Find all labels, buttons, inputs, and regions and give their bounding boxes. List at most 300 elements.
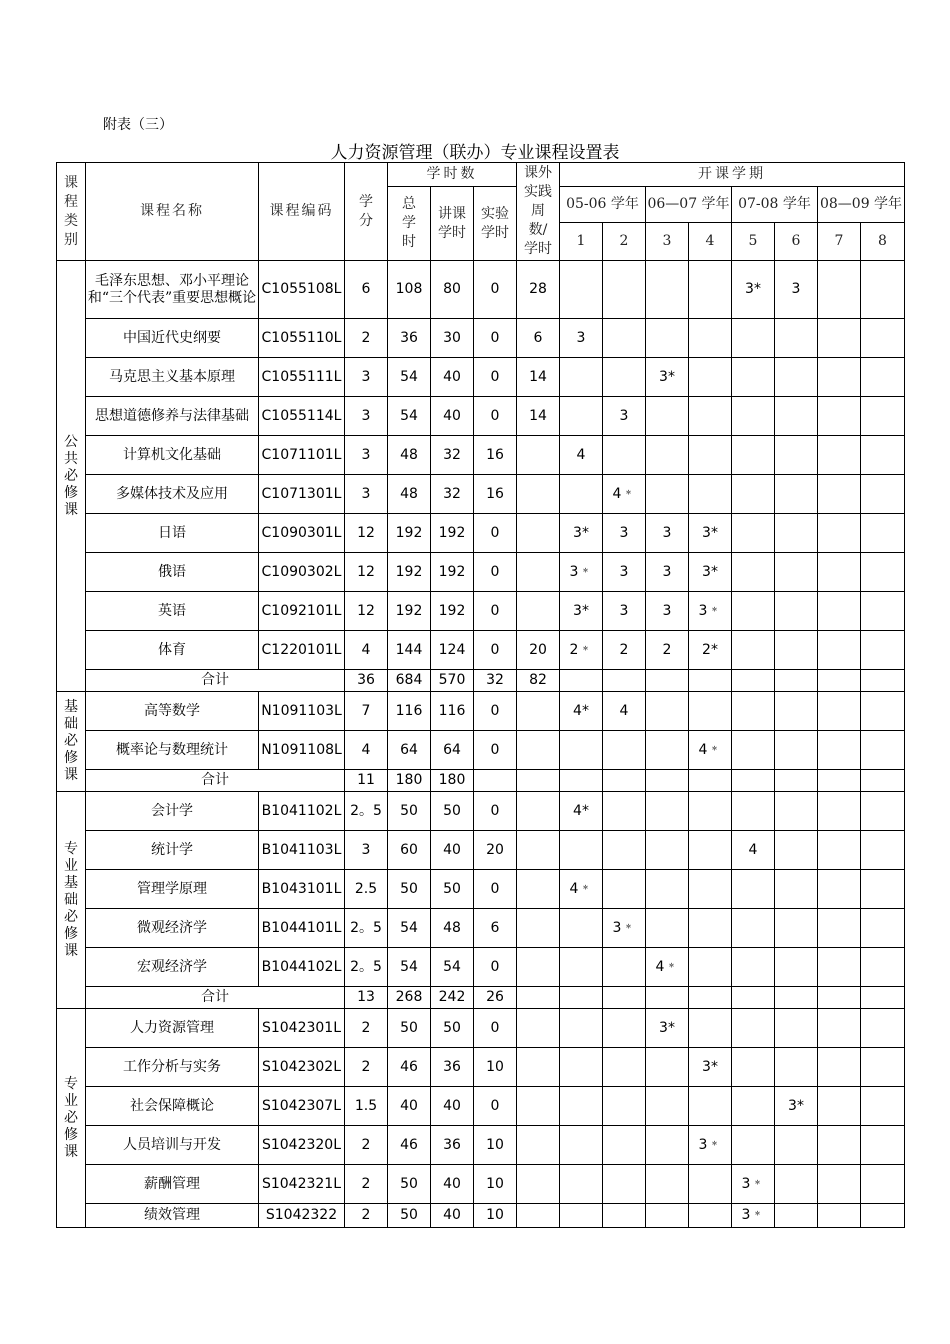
table-row xyxy=(57,1204,905,1228)
lab-hours-cell: 0 xyxy=(474,792,517,831)
lecture-hours-cell: 30 xyxy=(431,319,474,358)
semester-2-cell xyxy=(603,870,646,909)
subtotal-practice xyxy=(517,987,560,1009)
header-semester-8: 8 xyxy=(861,223,905,261)
subtotal-semester-cell xyxy=(603,987,646,1009)
total-hours-cell: 54 xyxy=(388,909,431,948)
total-hours-cell: 60 xyxy=(388,831,431,870)
credits-cell: 3 xyxy=(345,831,388,870)
header-year-4: 08—09 学年 xyxy=(818,187,905,223)
practice-cell xyxy=(517,553,560,592)
header-semester-3: 3 xyxy=(646,223,689,261)
lecture-hours-cell: 116 xyxy=(431,692,474,731)
subtotal-semester-cell xyxy=(861,770,905,792)
course-name-cell: 管理学原理 xyxy=(86,870,259,909)
table-row xyxy=(57,1087,905,1126)
course-name-cell: 多媒体技术及应用 xyxy=(86,475,259,514)
semester-3-cell: 4﹡ xyxy=(646,948,689,987)
lecture-hours-cell: 48 xyxy=(431,909,474,948)
semester-2-cell: 3 xyxy=(603,592,646,631)
header-year-1: 05-06 学年 xyxy=(560,187,646,223)
semester-4-cell xyxy=(689,1204,732,1228)
semester-2-cell: 3﹡ xyxy=(603,909,646,948)
total-hours-cell: 144 xyxy=(388,631,431,670)
semester-5-cell xyxy=(732,870,775,909)
practice-cell xyxy=(517,1009,560,1048)
subtotal-practice xyxy=(517,770,560,792)
semester-8-cell xyxy=(861,397,905,436)
semester-7-cell xyxy=(818,909,861,948)
practice-cell: 14 xyxy=(517,358,560,397)
semester-1-cell xyxy=(560,1165,603,1204)
semester-8-cell xyxy=(861,1087,905,1126)
lab-hours-cell: 16 xyxy=(474,475,517,514)
semester-3-cell xyxy=(646,1165,689,1204)
semester-6-cell xyxy=(775,358,818,397)
course-code-cell: C1220101L xyxy=(259,631,345,670)
credits-cell: 3 xyxy=(345,475,388,514)
course-name-cell: 高等数学 xyxy=(86,692,259,731)
appendix-label: 附表（三） xyxy=(103,117,173,133)
semester-6-cell xyxy=(775,1126,818,1165)
lab-hours-cell: 0 xyxy=(474,692,517,731)
semester-8-cell xyxy=(861,948,905,987)
practice-cell: 20 xyxy=(517,631,560,670)
semester-8-cell xyxy=(861,870,905,909)
semester-7-cell xyxy=(818,1204,861,1228)
subtotal-semester-cell xyxy=(818,670,861,692)
course-code-cell: B1041103L xyxy=(259,831,345,870)
semester-5-cell: 3﹡ xyxy=(732,1204,775,1228)
semester-8-cell xyxy=(861,909,905,948)
semester-6-cell xyxy=(775,692,818,731)
practice-cell xyxy=(517,1204,560,1228)
header-semester-group: 开课学期 xyxy=(560,163,905,187)
semester-3-cell xyxy=(646,397,689,436)
semester-2-cell xyxy=(603,731,646,770)
header-total-hours: 总学时 xyxy=(388,187,431,261)
subtotal-semester-cell xyxy=(603,670,646,692)
course-code-cell: C1055111L xyxy=(259,358,345,397)
semester-8-cell xyxy=(861,475,905,514)
subtotal-semester-cell xyxy=(646,670,689,692)
table-row xyxy=(57,514,905,553)
course-name-cell: 工作分析与实务 xyxy=(86,1048,259,1087)
course-code-cell: B1041102L xyxy=(259,792,345,831)
semester-1-cell xyxy=(560,1048,603,1087)
course-code-cell: C1071101L xyxy=(259,436,345,475)
lecture-hours-cell: 54 xyxy=(431,948,474,987)
subtotal-semester-cell xyxy=(861,670,905,692)
course-code-cell: B1044101L xyxy=(259,909,345,948)
course-name-cell: 思想道德修养与法律基础 xyxy=(86,397,259,436)
credits-cell: 4 xyxy=(345,631,388,670)
header-course-name: 课程名称 xyxy=(86,163,259,261)
semester-8-cell xyxy=(861,692,905,731)
lab-hours-cell: 0 xyxy=(474,261,517,319)
semester-6-cell xyxy=(775,475,818,514)
course-code-cell: N1091108L xyxy=(259,731,345,770)
semester-6-cell xyxy=(775,731,818,770)
semester-3-cell: 3 xyxy=(646,592,689,631)
semester-6-cell xyxy=(775,631,818,670)
semester-3-cell xyxy=(646,1204,689,1228)
lab-hours-cell: 10 xyxy=(474,1204,517,1228)
semester-8-cell xyxy=(861,1048,905,1087)
semester-2-cell xyxy=(603,1204,646,1228)
semester-4-cell xyxy=(689,692,732,731)
credits-cell: 2 xyxy=(345,319,388,358)
semester-7-cell xyxy=(818,319,861,358)
semester-3-cell xyxy=(646,319,689,358)
subtotal-semester-cell xyxy=(732,670,775,692)
semester-6-cell xyxy=(775,1165,818,1204)
semester-4-cell xyxy=(689,397,732,436)
semester-2-cell: 3 xyxy=(603,553,646,592)
semester-3-cell xyxy=(646,1048,689,1087)
header-course-code: 课程编码 xyxy=(259,163,345,261)
semester-2-cell xyxy=(603,792,646,831)
table-row xyxy=(57,692,905,731)
lab-hours-cell: 0 xyxy=(474,592,517,631)
subtotal-practice: 82 xyxy=(517,670,560,692)
semester-8-cell xyxy=(861,514,905,553)
subtotal-semester-cell xyxy=(775,987,818,1009)
lab-hours-cell: 16 xyxy=(474,436,517,475)
semester-1-cell: 3* xyxy=(560,514,603,553)
course-name-cell: 绩效管理 xyxy=(86,1204,259,1228)
semester-2-cell xyxy=(603,436,646,475)
course-name-cell: 计算机文化基础 xyxy=(86,436,259,475)
semester-8-cell xyxy=(861,261,905,319)
practice-cell xyxy=(517,909,560,948)
practice-cell xyxy=(517,731,560,770)
semester-3-cell: 3 xyxy=(646,514,689,553)
semester-8-cell xyxy=(861,1009,905,1048)
lab-hours-cell: 10 xyxy=(474,1165,517,1204)
header-semester-1: 1 xyxy=(560,223,603,261)
course-schedule-table xyxy=(56,162,905,1228)
table-row xyxy=(57,1165,905,1204)
subtotal-lab-hours: 32 xyxy=(474,670,517,692)
semester-8-cell xyxy=(861,1204,905,1228)
semester-4-cell xyxy=(689,319,732,358)
practice-cell: 14 xyxy=(517,397,560,436)
semester-6-cell xyxy=(775,909,818,948)
header-semester-6: 6 xyxy=(775,223,818,261)
table-row xyxy=(57,731,905,770)
semester-8-cell xyxy=(861,831,905,870)
semester-3-cell: 3* xyxy=(646,1009,689,1048)
semester-1-cell xyxy=(560,948,603,987)
course-name-cell: 薪酬管理 xyxy=(86,1165,259,1204)
semester-8-cell xyxy=(861,553,905,592)
semester-4-cell xyxy=(689,1009,732,1048)
subtotal-semester-cell xyxy=(560,670,603,692)
table-row xyxy=(57,948,905,987)
semester-5-cell xyxy=(732,592,775,631)
semester-4-cell: 3﹡ xyxy=(689,592,732,631)
semester-1-cell xyxy=(560,1009,603,1048)
semester-4-cell: 3* xyxy=(689,553,732,592)
semester-2-cell xyxy=(603,1165,646,1204)
lab-hours-cell: 0 xyxy=(474,397,517,436)
header-year-2: 06—07 学年 xyxy=(646,187,732,223)
subtotal-semester-cell xyxy=(861,987,905,1009)
semester-3-cell xyxy=(646,436,689,475)
course-name-cell: 概率论与数理统计 xyxy=(86,731,259,770)
credits-cell: 2。5 xyxy=(345,792,388,831)
semester-7-cell xyxy=(818,436,861,475)
semester-2-cell xyxy=(603,261,646,319)
semester-1-cell xyxy=(560,1126,603,1165)
credits-cell: 3 xyxy=(345,358,388,397)
subtotal-lecture-hours: 570 xyxy=(431,670,474,692)
lab-hours-cell: 0 xyxy=(474,514,517,553)
semester-7-cell xyxy=(818,358,861,397)
semester-4-cell xyxy=(689,870,732,909)
semester-6-cell xyxy=(775,436,818,475)
semester-8-cell xyxy=(861,358,905,397)
subtotal-semester-cell xyxy=(646,987,689,1009)
semester-6-cell: 3 xyxy=(775,261,818,319)
subtotal-total-hours: 180 xyxy=(388,770,431,792)
semester-7-cell xyxy=(818,514,861,553)
header-lecture-hours: 讲课学时 xyxy=(431,187,474,261)
credits-cell: 2 xyxy=(345,1009,388,1048)
total-hours-cell: 50 xyxy=(388,870,431,909)
semester-5-cell xyxy=(732,1048,775,1087)
subtotal-credits: 36 xyxy=(345,670,388,692)
subtotal-lecture-hours: 242 xyxy=(431,987,474,1009)
page-title: 人力资源管理（联办）专业课程设置表 xyxy=(330,143,620,163)
semester-8-cell xyxy=(861,592,905,631)
semester-2-cell xyxy=(603,948,646,987)
semester-1-cell xyxy=(560,261,603,319)
table-row xyxy=(57,831,905,870)
semester-4-cell xyxy=(689,436,732,475)
course-name-cell: 毛泽东思想、邓小平理论和“三个代表”重要思想概论 xyxy=(86,261,259,319)
practice-cell xyxy=(517,436,560,475)
subtotal-credits: 13 xyxy=(345,987,388,1009)
header-credits: 学分 xyxy=(345,163,388,261)
credits-cell: 3 xyxy=(345,436,388,475)
course-code-cell: C1092101L xyxy=(259,592,345,631)
total-hours-cell: 40 xyxy=(388,1087,431,1126)
semester-8-cell xyxy=(861,731,905,770)
total-hours-cell: 192 xyxy=(388,553,431,592)
semester-5-cell xyxy=(732,1126,775,1165)
table-row xyxy=(57,631,905,670)
lab-hours-cell: 0 xyxy=(474,358,517,397)
total-hours-cell: 50 xyxy=(388,1204,431,1228)
semester-3-cell xyxy=(646,909,689,948)
semester-7-cell xyxy=(818,1009,861,1048)
credits-cell: 2 xyxy=(345,1048,388,1087)
credits-cell: 6 xyxy=(345,261,388,319)
header-hours-group: 学时数 xyxy=(388,163,517,187)
semester-7-cell xyxy=(818,1087,861,1126)
semester-8-cell xyxy=(861,1165,905,1204)
practice-cell xyxy=(517,948,560,987)
subtotal-label: 合计 xyxy=(86,987,345,1009)
semester-5-cell xyxy=(732,731,775,770)
lecture-hours-cell: 32 xyxy=(431,475,474,514)
semester-6-cell xyxy=(775,319,818,358)
semester-3-cell: 2 xyxy=(646,631,689,670)
lecture-hours-cell: 192 xyxy=(431,514,474,553)
course-name-cell: 会计学 xyxy=(86,792,259,831)
semester-7-cell xyxy=(818,1126,861,1165)
semester-4-cell: 3* xyxy=(689,1048,732,1087)
subtotal-semester-cell xyxy=(732,770,775,792)
lecture-hours-cell: 124 xyxy=(431,631,474,670)
lecture-hours-cell: 36 xyxy=(431,1048,474,1087)
course-code-cell: S1042321L xyxy=(259,1165,345,1204)
subtotal-semester-cell xyxy=(732,987,775,1009)
semester-8-cell xyxy=(861,436,905,475)
subtotal-row xyxy=(57,670,905,692)
lecture-hours-cell: 40 xyxy=(431,1204,474,1228)
credits-cell: 2。5 xyxy=(345,948,388,987)
course-code-cell: S1042320L xyxy=(259,1126,345,1165)
lecture-hours-cell: 32 xyxy=(431,436,474,475)
semester-5-cell xyxy=(732,514,775,553)
subtotal-total-hours: 268 xyxy=(388,987,431,1009)
semester-5-cell xyxy=(732,475,775,514)
course-name-cell: 日语 xyxy=(86,514,259,553)
semester-5-cell xyxy=(732,397,775,436)
lecture-hours-cell: 64 xyxy=(431,731,474,770)
practice-cell: 6 xyxy=(517,319,560,358)
semester-3-cell xyxy=(646,261,689,319)
semester-1-cell xyxy=(560,397,603,436)
semester-1-cell xyxy=(560,358,603,397)
semester-3-cell xyxy=(646,731,689,770)
practice-cell xyxy=(517,692,560,731)
course-name-cell: 社会保障概论 xyxy=(86,1087,259,1126)
header-semester-5: 5 xyxy=(732,223,775,261)
semester-1-cell: 3 xyxy=(560,319,603,358)
lab-hours-cell: 10 xyxy=(474,1126,517,1165)
total-hours-cell: 48 xyxy=(388,475,431,514)
practice-cell: 28 xyxy=(517,261,560,319)
lab-hours-cell: 10 xyxy=(474,1048,517,1087)
semester-2-cell xyxy=(603,1009,646,1048)
total-hours-cell: 64 xyxy=(388,731,431,770)
course-name-cell: 马克思主义基本原理 xyxy=(86,358,259,397)
course-code-cell: B1044102L xyxy=(259,948,345,987)
table-row xyxy=(57,261,905,319)
header-category: 课程类别 xyxy=(57,163,86,261)
semester-7-cell xyxy=(818,692,861,731)
semester-5-cell: 4 xyxy=(732,831,775,870)
total-hours-cell: 50 xyxy=(388,1165,431,1204)
semester-6-cell: 3* xyxy=(775,1087,818,1126)
semester-5-cell xyxy=(732,792,775,831)
semester-4-cell: 4﹡ xyxy=(689,731,732,770)
semester-1-cell: 3* xyxy=(560,592,603,631)
semester-6-cell xyxy=(775,1048,818,1087)
course-code-cell: C1055114L xyxy=(259,397,345,436)
lecture-hours-cell: 40 xyxy=(431,1165,474,1204)
practice-cell xyxy=(517,514,560,553)
total-hours-cell: 54 xyxy=(388,358,431,397)
header-lab-hours: 实验学时 xyxy=(474,187,517,261)
subtotal-label: 合计 xyxy=(86,670,345,692)
semester-2-cell xyxy=(603,319,646,358)
table-row xyxy=(57,397,905,436)
subtotal-semester-cell xyxy=(775,670,818,692)
semester-5-cell xyxy=(732,358,775,397)
category-cell: 基础必修课 xyxy=(57,692,86,792)
table-row xyxy=(57,553,905,592)
lecture-hours-cell: 40 xyxy=(431,397,474,436)
course-code-cell: B1043101L xyxy=(259,870,345,909)
semester-5-cell xyxy=(732,436,775,475)
lecture-hours-cell: 50 xyxy=(431,1009,474,1048)
lab-hours-cell: 0 xyxy=(474,319,517,358)
credits-cell: 12 xyxy=(345,592,388,631)
semester-5-cell xyxy=(732,1009,775,1048)
subtotal-row xyxy=(57,987,905,1009)
table-row xyxy=(57,592,905,631)
semester-3-cell: 3 xyxy=(646,553,689,592)
lab-hours-cell: 0 xyxy=(474,553,517,592)
practice-cell xyxy=(517,831,560,870)
subtotal-semester-cell xyxy=(560,987,603,1009)
semester-7-cell xyxy=(818,792,861,831)
semester-4-cell xyxy=(689,831,732,870)
credits-cell: 4 xyxy=(345,731,388,770)
semester-2-cell xyxy=(603,1126,646,1165)
credits-cell: 1.5 xyxy=(345,1087,388,1126)
practice-cell xyxy=(517,1165,560,1204)
table-row xyxy=(57,1009,905,1048)
subtotal-lab-hours xyxy=(474,770,517,792)
semester-7-cell xyxy=(818,948,861,987)
semester-1-cell: 4﹡ xyxy=(560,870,603,909)
table-row xyxy=(57,1048,905,1087)
semester-1-cell xyxy=(560,475,603,514)
subtotal-semester-cell xyxy=(689,987,732,1009)
semester-3-cell xyxy=(646,1126,689,1165)
semester-2-cell: 3 xyxy=(603,397,646,436)
semester-5-cell xyxy=(732,1087,775,1126)
lab-hours-cell: 0 xyxy=(474,870,517,909)
semester-4-cell: 3* xyxy=(689,514,732,553)
credits-cell: 2 xyxy=(345,1126,388,1165)
credits-cell: 12 xyxy=(345,553,388,592)
semester-6-cell xyxy=(775,1009,818,1048)
total-hours-cell: 46 xyxy=(388,1048,431,1087)
semester-2-cell: 2 xyxy=(603,631,646,670)
semester-2-cell: 4 xyxy=(603,692,646,731)
semester-4-cell xyxy=(689,909,732,948)
lab-hours-cell: 0 xyxy=(474,631,517,670)
lab-hours-cell: 20 xyxy=(474,831,517,870)
subtotal-semester-cell xyxy=(646,770,689,792)
table-row xyxy=(57,909,905,948)
lecture-hours-cell: 80 xyxy=(431,261,474,319)
subtotal-semester-cell xyxy=(689,770,732,792)
semester-6-cell xyxy=(775,870,818,909)
semester-2-cell xyxy=(603,358,646,397)
table-row xyxy=(57,870,905,909)
subtotal-semester-cell xyxy=(818,987,861,1009)
semester-3-cell xyxy=(646,870,689,909)
course-code-cell: C1090302L xyxy=(259,553,345,592)
